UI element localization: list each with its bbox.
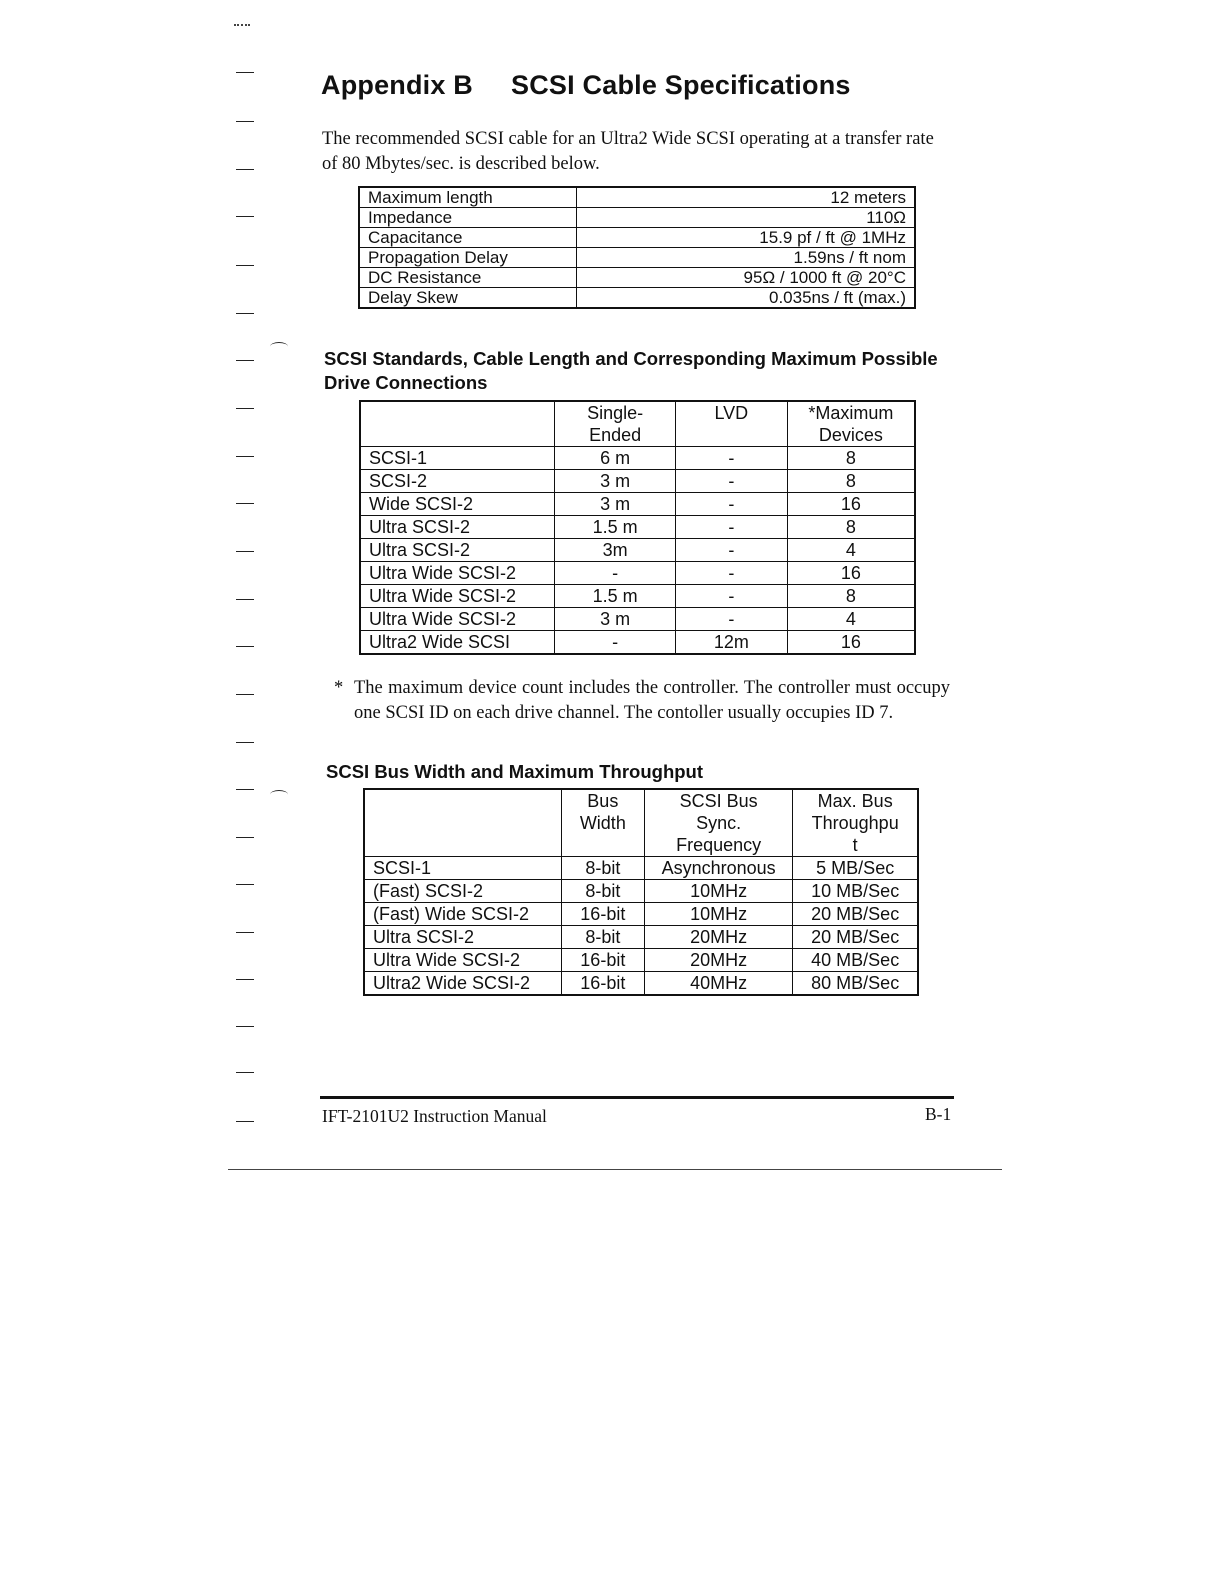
table-cell: (Fast) Wide SCSI-2	[364, 903, 561, 926]
table-row	[360, 585, 915, 608]
cable-spec-table	[358, 186, 916, 309]
footnote	[334, 676, 950, 725]
table-cell: 3 m	[555, 493, 676, 516]
table-cell: Ultra SCSI-2	[364, 926, 561, 949]
spec-value: 1.59ns / ft nom	[577, 248, 916, 268]
spec-value: 110Ω	[577, 208, 916, 228]
table-cell: -	[675, 470, 787, 493]
table-cell: 8-bit	[561, 880, 644, 903]
table-row	[360, 470, 915, 493]
column-header: LVD	[675, 401, 787, 447]
binding-mark	[236, 1121, 254, 1122]
table-cell: Ultra Wide SCSI-2	[360, 608, 555, 631]
binding-mark	[236, 837, 254, 838]
table-cell: Ultra SCSI-2	[360, 539, 555, 562]
table-cell: 20MHz	[644, 949, 793, 972]
table-cell: SCSI-1	[360, 447, 555, 470]
table-row	[360, 562, 915, 585]
table-cell: 5 MB/Sec	[793, 857, 918, 880]
spec-label: Impedance	[359, 208, 577, 228]
table-cell: 16-bit	[561, 972, 644, 996]
spec-label: Propagation Delay	[359, 248, 577, 268]
table-row	[359, 248, 915, 268]
table-cell: 40MHz	[644, 972, 793, 996]
table-cell: 16	[787, 493, 915, 516]
table-cell: 8-bit	[561, 857, 644, 880]
binding-dots	[234, 24, 250, 26]
column-header: Bus Width	[561, 789, 644, 857]
table-cell: 4	[787, 539, 915, 562]
binding-mark	[236, 1072, 254, 1073]
spec-value: 95Ω / 1000 ft @ 20°C	[577, 268, 916, 288]
table-cell: 10MHz	[644, 903, 793, 926]
column-header	[364, 789, 561, 857]
table-cell: 16-bit	[561, 903, 644, 926]
binding-mark	[236, 599, 254, 600]
binding-mark	[236, 72, 254, 73]
spec-label: Maximum length	[359, 187, 577, 208]
table-cell: 16-bit	[561, 949, 644, 972]
table-cell: 4	[787, 608, 915, 631]
column-header: *Maximum Devices	[787, 401, 915, 447]
table-cell: Asynchronous	[644, 857, 793, 880]
table-cell: 8	[787, 585, 915, 608]
binding-mark	[236, 360, 254, 361]
table-cell: 6 m	[555, 447, 676, 470]
table-row	[359, 288, 915, 309]
table-row	[360, 539, 915, 562]
table-cell: 20 MB/Sec	[793, 903, 918, 926]
table-cell: 12m	[675, 631, 787, 655]
table-cell: -	[675, 585, 787, 608]
binding-mark	[236, 932, 254, 933]
footer-manual-title: IFT-2101U2 Instruction Manual	[322, 1106, 547, 1126]
table-cell: Wide SCSI-2	[360, 493, 555, 516]
standards-heading: SCSI Standards, Cable Length and Corresponding Maximum Possible Drive Connections	[324, 348, 938, 393]
table-cell: 10 MB/Sec	[793, 880, 918, 903]
appendix-label: Appendix B	[321, 70, 474, 100]
table-cell: -	[675, 447, 787, 470]
table-cell: 40 MB/Sec	[793, 949, 918, 972]
column-header: Single- Ended	[555, 401, 676, 447]
binding-mark	[236, 121, 254, 122]
table-header-row	[364, 789, 918, 857]
table-cell: Ultra SCSI-2	[360, 516, 555, 539]
binding-mark	[236, 646, 254, 647]
table-cell: 20MHz	[644, 926, 793, 949]
table-row	[360, 608, 915, 631]
spec-label: Capacitance	[359, 228, 577, 248]
standards-table	[359, 400, 916, 655]
binding-mark	[236, 169, 254, 170]
table-cell: 20 MB/Sec	[793, 926, 918, 949]
table-cell: -	[675, 493, 787, 516]
table-row	[359, 268, 915, 288]
intro-paragraph: The recommended SCSI cable for an Ultra2 Wide SCSI operating at a transfer rate of 80 Mbytes/sec. is described below.	[322, 129, 934, 174]
spec-value: 15.9 pf / ft @ 1MHz	[577, 228, 916, 248]
table-row	[359, 228, 915, 248]
bus-width-table	[363, 788, 919, 996]
table-cell: 16	[787, 562, 915, 585]
binding-mark	[236, 979, 254, 980]
table-cell: Ultra Wide SCSI-2	[360, 585, 555, 608]
table-cell: -	[675, 516, 787, 539]
page-title	[321, 70, 851, 101]
table-cell: 3m	[555, 539, 676, 562]
spec-value: 0.035ns / ft (max.)	[577, 288, 916, 309]
table-row	[360, 447, 915, 470]
table-cell: Ultra Wide SCSI-2	[364, 949, 561, 972]
binding-mark	[236, 789, 254, 790]
scan-edge-rule	[228, 1169, 1002, 1170]
binding-mark	[236, 408, 254, 409]
table-row	[359, 208, 915, 228]
table-cell: 8-bit	[561, 926, 644, 949]
footer-page-number: B-1	[925, 1104, 952, 1124]
table-row	[364, 903, 918, 926]
table-row	[364, 857, 918, 880]
binding-mark	[236, 551, 254, 552]
binding-mark	[236, 313, 254, 314]
table-cell: 3 m	[555, 470, 676, 493]
table-cell: Ultra2 Wide SCSI-2	[364, 972, 561, 996]
table-row	[364, 972, 918, 996]
binding-mark	[236, 216, 254, 217]
table-cell: Ultra Wide SCSI-2	[360, 562, 555, 585]
binding-mark	[236, 884, 254, 885]
table-cell: SCSI-1	[364, 857, 561, 880]
binding-curve	[270, 790, 288, 799]
spec-label: Delay Skew	[359, 288, 577, 309]
table-cell: Ultra2 Wide SCSI	[360, 631, 555, 655]
binding-mark	[236, 265, 254, 266]
table-row	[360, 516, 915, 539]
appendix-subject: SCSI Cable Specifications	[511, 70, 851, 100]
table-row	[360, 493, 915, 516]
footnote-text: The maximum device count includes the controller. The controller must occupy one SCSI ID on each drive channel. The contoller usually occupies ID 7.	[354, 678, 950, 723]
column-header: SCSI Bus Sync. Frequency	[644, 789, 793, 857]
table-cell: 1.5 m	[555, 585, 676, 608]
table-cell: 8	[787, 447, 915, 470]
table-cell: 10MHz	[644, 880, 793, 903]
table-cell: 16	[787, 631, 915, 655]
table-row	[364, 880, 918, 903]
binding-curve	[270, 342, 288, 351]
bus-heading: SCSI Bus Width and Maximum Throughput	[326, 761, 704, 782]
column-header: Max. Bus Throughpu t	[793, 789, 918, 857]
table-cell: -	[675, 608, 787, 631]
footnote-marker: *	[334, 678, 344, 698]
table-cell: 80 MB/Sec	[793, 972, 918, 996]
binding-mark	[236, 1026, 254, 1027]
table-cell: (Fast) SCSI-2	[364, 880, 561, 903]
table-cell: -	[675, 562, 787, 585]
column-header	[360, 401, 555, 447]
table-row	[359, 187, 915, 208]
table-cell: -	[555, 631, 676, 655]
table-row	[360, 631, 915, 655]
spec-label: DC Resistance	[359, 268, 577, 288]
table-cell: 3 m	[555, 608, 676, 631]
table-cell: -	[555, 562, 676, 585]
table-cell: SCSI-2	[360, 470, 555, 493]
table-cell: -	[675, 539, 787, 562]
table-cell: 8	[787, 516, 915, 539]
table-row	[364, 926, 918, 949]
spec-value: 12 meters	[577, 187, 916, 208]
table-header-row	[360, 401, 915, 447]
table-cell: 1.5 m	[555, 516, 676, 539]
footer-rule	[320, 1096, 954, 1099]
binding-mark	[236, 503, 254, 504]
binding-mark	[236, 742, 254, 743]
binding-mark	[236, 456, 254, 457]
table-row	[364, 949, 918, 972]
table-cell: 8	[787, 470, 915, 493]
binding-mark	[236, 694, 254, 695]
